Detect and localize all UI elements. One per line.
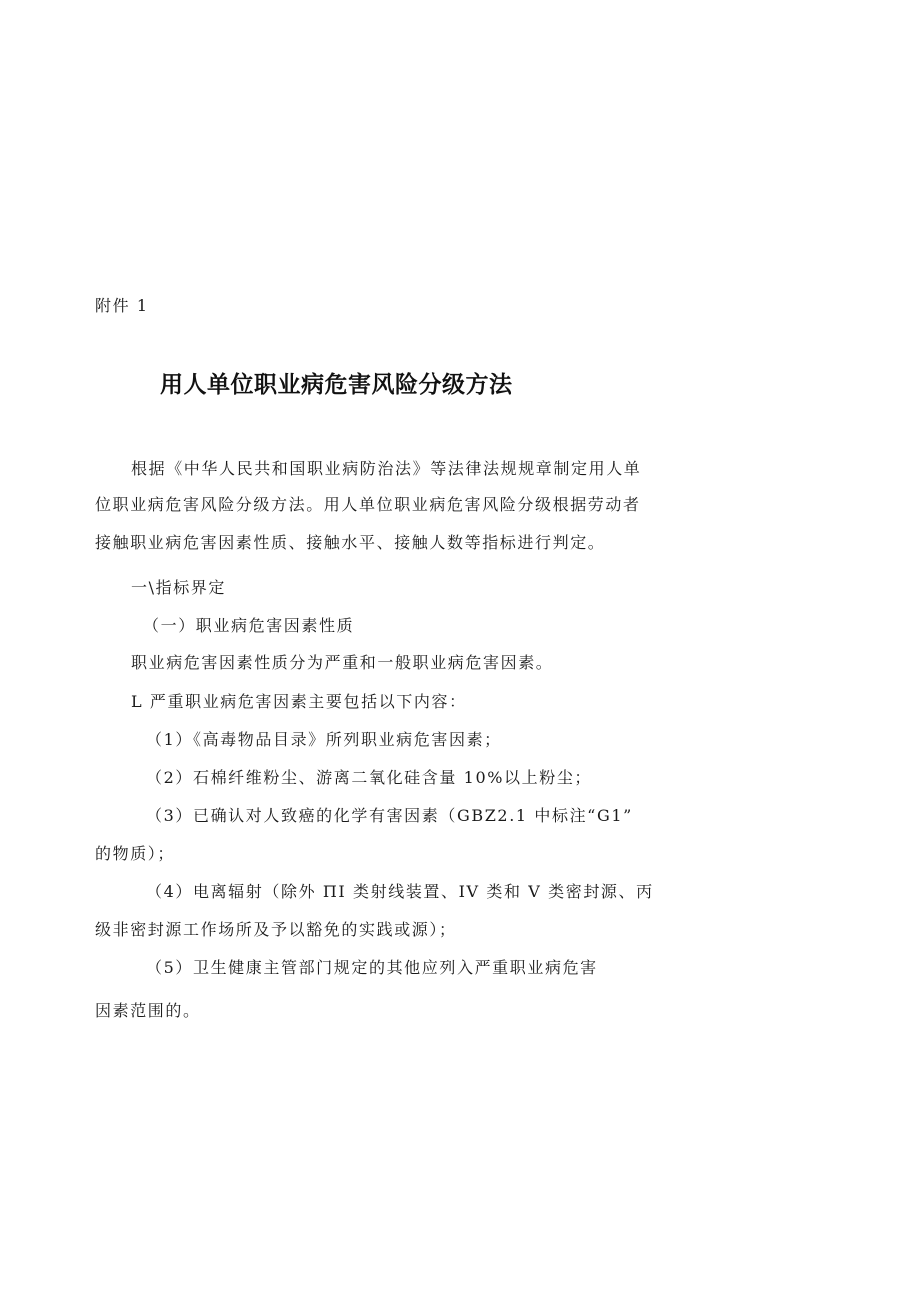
paragraph-line: （5）卫生健康主管部门规定的其他应列入严重职业病危害 xyxy=(146,958,598,977)
paragraph-line: 因素范围的。 xyxy=(95,1001,201,1020)
paragraph-line: 级非密封源工作场所及予以豁免的实践或源）； xyxy=(95,920,457,939)
body-paragraph: 职业病危害因素性质分为严重和一般职业病危害因素。 xyxy=(131,653,554,672)
sub-list-item: （2）石棉纤维粉尘、游离二氧化硅含量 10%以上粉尘； xyxy=(146,768,593,787)
paragraph-line: 根据《中华人民共和国职业病防治法》等法律法规规章制定用人单 xyxy=(131,459,642,478)
paragraph-line: （3）已确认对人致癌的化学有害因素（GBZ2.1 中标注“G1” xyxy=(146,806,633,825)
document-title: 用人单位职业病危害风险分级方法 xyxy=(160,372,513,398)
subsection-heading: （一）职业病危害因素性质 xyxy=(143,616,355,635)
sub-list-item: （1）《高毒物品目录》所列职业病危害因素； xyxy=(146,730,502,749)
attachment-label: 附件 1 xyxy=(95,296,149,315)
paragraph-line: 接触职业病危害因素性质、接触水平、接触人数等指标进行判定。 xyxy=(95,533,606,552)
paragraph-line: 的物质）； xyxy=(95,844,176,863)
section-heading: 一\指标界定 xyxy=(131,578,226,597)
paragraph-line: （4）电离辐射（除外 ΠI 类射线装置、IV 类和 V 类密封源、丙 xyxy=(146,882,654,901)
list-item: L 严重职业病危害因素主要包括以下内容： xyxy=(131,692,467,711)
paragraph-line: 位职业病危害风险分级方法。用人单位职业病危害风险分级根据劳动者 xyxy=(95,495,641,514)
